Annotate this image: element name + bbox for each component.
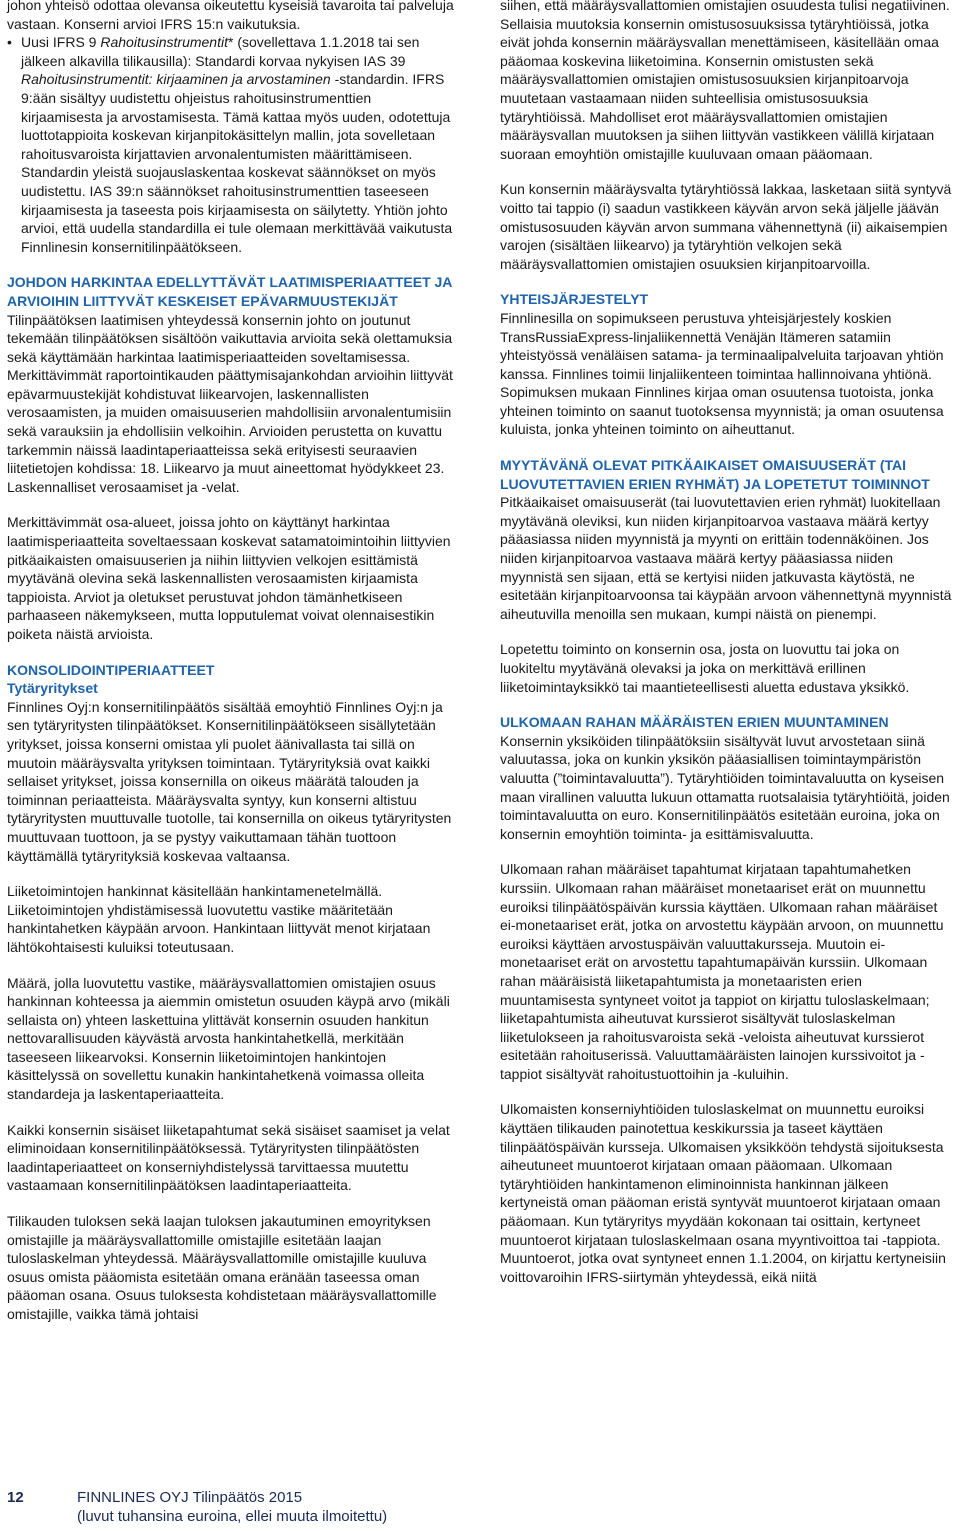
- paragraph: Lopetettu toiminto on konsernin osa, josta on luovuttu tai joka on luokiteltu myytävänä olevaksi ja joka on merkittävä erillinen liiketoimintayksikkö tai maantieteellisesti aluetta edustava yksikkö.: [500, 641, 910, 695]
- paragraph: Pitkäaikaiset omaisuuserät (tai luovutettavien erien ryhmät) luokitellaan myytävänä oleviksi, kun niiden kirjanpitoarvoa vastaava määrä kertyy pääasiassa niiden myynnistä ja myynti on erittäin todennäköinen. Jos niiden kirjanpitoarvoa vastaava määrä kertyy pääasiassa niiden myynnistä sen sijaan, että se kertyisi niiden jatkuvasta käytöstä, ne esitetään kirjanpitoarvoonsa tai käypään arvoon vähennettynä myynnistä aiheutuvilla menoilla sen mukaan, kumpi näistä on pienempi.: [500, 494, 952, 622]
- paragraph: Tilinpäätöksen laatimisen yhteydessä konsernin johto on joutunut tekemään tilinpäätöksen sisältöön vaikuttavia arvioita sekä olettamuksia sekä käyttämään harkintaa laatimisperiaatteiden soveltamisessa. Merkittävimmät raportointikauden päättymisajankohdan arvioihin liittyvät epävarmuustekijät kohdistuvat liikearvojen, laskennallisten verosaamisten, ja muiden omaisuuserien mahdollisiin arvonalentumisiin sekä varauksiin ja ehdollisiin velkoihin. Arvioiden perustetta on kuvattu tarkemmin näissä laadintaperiaatteissa sekä erityisesti seuraavien liitetietojen kohdissa: 18. Liikearvo ja muut aineettomat hyödykkeet 23. Laskennalliset verosaamiset ja -velat.: [7, 311, 453, 495]
- footer-title: FINNLINES OYJ Tilinpäätös 2015: [77, 1489, 303, 1506]
- section-heading: ULKOMAAN RAHAN MÄÄRÄISTEN ERIEN MUUNTAMINEN: [500, 714, 889, 731]
- left-column: [7, 0, 455, 1341]
- page-number: 12: [7, 1489, 24, 1506]
- paragraph: Sellaisia muutoksia konsernin omistusosuuksissa tytäryhtiöissä, jotka eivät johda konsernin määräysvallan menettämiseen, käsitellään omaa pääomaa koskevina liiketoimina. Konsernin omistusten sekä määräysvallattomien omistajien omistusosuuksien kirjanpitoarvoja muutetaan vastaamaan niiden suhteellisia omistusosuuksia tytäryhtiöissä. Mahdolliset erot määräysvallattomien omistajien määräysvallan muutoksen ja siihen liittyvän vastikkeen välillä kirjataan suoraan emoyhtiön omistajille kuuluvaan omaan pääomaan.: [500, 15, 939, 162]
- paragraph: Ulkomaisten konserniyhtiöiden tuloslaskelmat on muunnettu euroiksi käyttäen tilikauden painotettua keskikurssia ja taseet käyttäen tilinpäätöspäivän kursseja. Ulkomaisen yksikköön tehdystä sijoituksesta aiheutuneet muuntoerot kirjataan omaan pääomaan. Ulkomaan tytäryhtiöiden hankintamenon eliminoinnista hankinnan jälkeen kertyneistä oman pääoman eristä syntyvät muuntoerot kirjataan omaan pääomaan. Kun tytäryritys myydään kokonaan tai osittain, kertyneet muuntoerot kirjataan tuloslaskelmaan osana myyntivoittoa tai -tappiota. Muuntoerot, jotka ovat syntyneet ennen 1.1.2004, on kirjattu kertyneisiin voittovaroihin IFRS-siirtymän yhteydessä, eikä niitä: [500, 1101, 946, 1285]
- bullet-icon: •: [7, 34, 12, 51]
- sub-heading: Tytäryritykset: [7, 680, 98, 697]
- footer-note: (luvut tuhansina euroina, ellei muuta ilmoitettu): [77, 1508, 388, 1525]
- paragraph: Merkittävimmät osa-alueet, joissa johto on käyttänyt harkintaa laatimisperiaatteita soveltaessaan koskevat satamatoimintoihin liittyvien pitkäaikaisten omaisuuserien ja niihin liittyvien velkojen esittämistä myytävänä olevina sekä laskennallisten verosaamisten kirjaamista tappioista. Arviot ja oletukset perustuvat johdon tämänhetkiseen parhaaseen näkemykseen, mutta lopputulemat voivat olennaisestikin poiketa näistä arvioista.: [7, 514, 451, 642]
- paragraph: Liiketoimintojen hankinnat käsitellään hankintamenetelmällä. Liiketoimintojen yhdistämisessä luovutettu vastike määritetään hankintahetken käypään arvoon. Hankintaan liittyvät menot kirjataan lähtökohtaisesti kuluiksi toteutusaan.: [7, 883, 431, 955]
- paragraph: Kun konsernin määräysvalta tytäryhtiössä lakkaa, lasketaan siitä syntyvä voitto tai tappio (i) saadun vastikkeen käyvän arvon sekä jäljelle jäävän omistusosuuden käyvän arvon summana vähennettynä (ii) aikaisempien varojen (sisältäen liikearvo) ja tytäryhtiön velkojen sekä määräysvallattomien omistajien osuuksien kirjanpitoarvoilla.: [500, 181, 952, 272]
- right-column: [500, 0, 955, 1303]
- footer-text: [77, 1488, 497, 1526]
- paragraph: Tilikauden tuloksen sekä laajan tuloksen jakautuminen emoyrityksen omistajille ja määräysvallattomille omistajille esitetään laajan tuloslaskelman yhteydessä. Määräysvallattomille omistajille kuuluva osuus omista pääomista esitetään omana eränään taseessa oman pääoman osana. Osuus tuloksesta kohdistetaan määräysvallattomille omistajille, vaikka tämä johtaisi: [7, 1213, 437, 1322]
- paragraph: Konsernin yksiköiden tilinpäätöksiin sisältyvät luvut arvostetaan siinä valuutassa, joka on kunkin yksikön pääasiallisen toimintaympäristön valuutta (”toimintavaluutta”). Tytäryhtiöiden toimintavaluutta on kyseisen maan virallinen valuutta lukuun ottamatta ruotsalaisia tytäryhtiöitä, joiden toimintavaluutta on euro. Konsernitilinpäätös esitetään euroina, joka on konsernin emoyhtiön toiminta- ja esittämisvaluutta.: [500, 732, 950, 842]
- paragraph: Finnlines Oyj:n konsernitilinpäätös sisältää emoyhtiö Finnlines Oyj:n ja sen tytäryritysten tilinpäätökset. Konsernitilinpäätökseen sisällytetään yritykset, joissa konserni omistaa yli puolet äänivallasta tai sillä on muutoin määräysvalta yrityksen toimintaan. Tytäryrityksiä ovat kaikki sellaiset yritykset, joissa konsernilla on oikeus määrätä talouden ja toiminnan periaatteista. Määräysvalta syntyy, kun konserni altistuu tytäryritysten muuttuvalle tuotolle, tai konsernilla on oikeus tytäryritysten muuttuvaan tuottoon, ja se pystyy vaikuttamaan tähän tuottoon käyttämällä tytäryrityksiä koskevaa valtaansa.: [7, 698, 452, 864]
- paragraph: Kaikki konsernin sisäiset liiketapahtumat sekä sisäiset saamiset ja velat eliminoidaan konsernitilinpäätöksessä. Tytäryritysten tilinpäätösten laadintaperiaatteet on konserniyhdistelyssä tarvittaessa muutettu vastaamaan konsernitilinpäätöksen laadintaperiaatteita.: [7, 1121, 450, 1194]
- paragraph: Ulkomaan rahan määräiset tapahtumat kirjataan tapahtumahetken kurssiin. Ulkomaan rahan määräiset monetaariset erät on muunnettu euroiksi tilinpäätöspäivän kurssia käyttäen. Ulkomaan rahan määräiset ei-monetaariset erät, jotka on arvostettu käypään arvoon, on muunnettu euroiksi käyttäen arvostuspäivän valuuttakursseja. Muutoin ei-monetaariset erät on arvostettu tapahtumapäivän kurssiin. Ulkomaan rahan määräisistä liiketapahtumista ja monetaaristen erien muuntamisesta syntyneet voitot ja tappiot on kirjattu tuloslaskelmaan; liiketapahtumista aiheutuvat kurssierot sisältyvät tuloslaskelman liiketulokseen ja rahoitusvaroista sekä -veloista aiheutuvat kurssierot esitetään rahoituserissä. Valuuttamääräisten lainojen kurssivoitot ja -tappiot sisältyvät rahoitustuottoihin ja -kuluihin.: [500, 861, 944, 1082]
- list-item: • Uusi IFRS 9 Rahoitusinstrumentit* (sovellettava 1.1.2018 tai sen jälkeen alkavilla tilikausilla): Standardi korvaa nykyisen IAS 39 Rahoitusinstrumentit: kirjaaminen ja arvostaminen -standardin. IFRS 9:ään sisältyy uudistettu ohjeistus rahoitusinstrumenttien kirjaamisesta ja arvostamisesta. Tämä kattaa myös uuden, odotettuja luottotappioita koskevan kirjanpitokäsittelyn mallin, jota sovelletaan rahoitusvaroista kirjattavien arvonalentumisten määrittämiseen. Standardin yleistä suojauslaskentaa koskevat säännökset on myös uudistettu. IAS 39:n säännökset rahoitusinstrumenttien taseeseen kirjaamisesta ja taseesta pois kirjaamisesta on säilytetty. Yhtiön johto arvioi, että uudella standardilla ei tule olemaan merkittävää vaikutusta Finnlinesin konsernitilinpäätökseen.: [7, 34, 453, 255]
- paragraph: Finnlinesilla on sopimukseen perustuva yhteisjärjestely koskien TransRussiaExpress-linjaliikennettä Venäjän Itämeren satamiin yhteistyössä venäläisen satama- ja terminaalipalveluita tarjoavan yhtiön kanssa. Finnlines toimii linjaliikenteen toimintaa hallinnoivana yhtiönä. Sopimuksen mukaan Finnlines kirjaa oman osuutensa tuotoista, jonka yhteinen toiminto on saanut tuotoksensa myynnistä; ja oman osuutensa kuluista, jonka yhteinen toiminto on aiheuttanut.: [500, 309, 944, 438]
- section-heading: KONSOLIDOINTIPERIAATTEET: [7, 661, 215, 678]
- paragraph: Määrä, jolla luovutettu vastike, määräysvallattomien omistajien osuus hankinnan kohteessa ja aiemmin omistetun osuuden käypä arvo (mikäli sellaista on) yhteen laskettuina ylittävät konsernin osuuden hankitun nettovarallisuuden käyvästä arvosta hankintahetkellä, merkitään taseeseen liikearvoksi. Konsernin liiketoimintojen hankintojen käsittelyssä on sovellettu kunakin hankintahetkenä voimassa olleita standardeja ja laskentaperiaatteita.: [7, 974, 450, 1103]
- section-heading: MYYTÄVÄNÄ OLEVAT PITKÄAIKAISET OMAISUUSERÄT (TAI LUOVUTETTAVIEN ERIEN RYHMÄT) JA LOPETETUT TOIMINNOT: [500, 457, 930, 492]
- section-heading: JOHDON HARKINTAA EDELLYTTÄVÄT LAATIMISPERIAATTEET JA ARVIOIHIN LIITTYVÄT KESKEISET EPÄVARMUUSTEKIJÄT: [7, 274, 452, 309]
- paragraph: johon yhteisö odottaa olevansa oikeutettu kyseisiä tavaroita tai palveluja vastaan. Konserni arvioi IFRS 15:n vaikutuksia.: [7, 0, 454, 32]
- section-heading: YHTEISJÄRJESTELYT: [500, 291, 649, 308]
- paragraph: siihen, että määräysvallattomien omistajien osuudesta tulisi negatiivinen.: [500, 0, 950, 13]
